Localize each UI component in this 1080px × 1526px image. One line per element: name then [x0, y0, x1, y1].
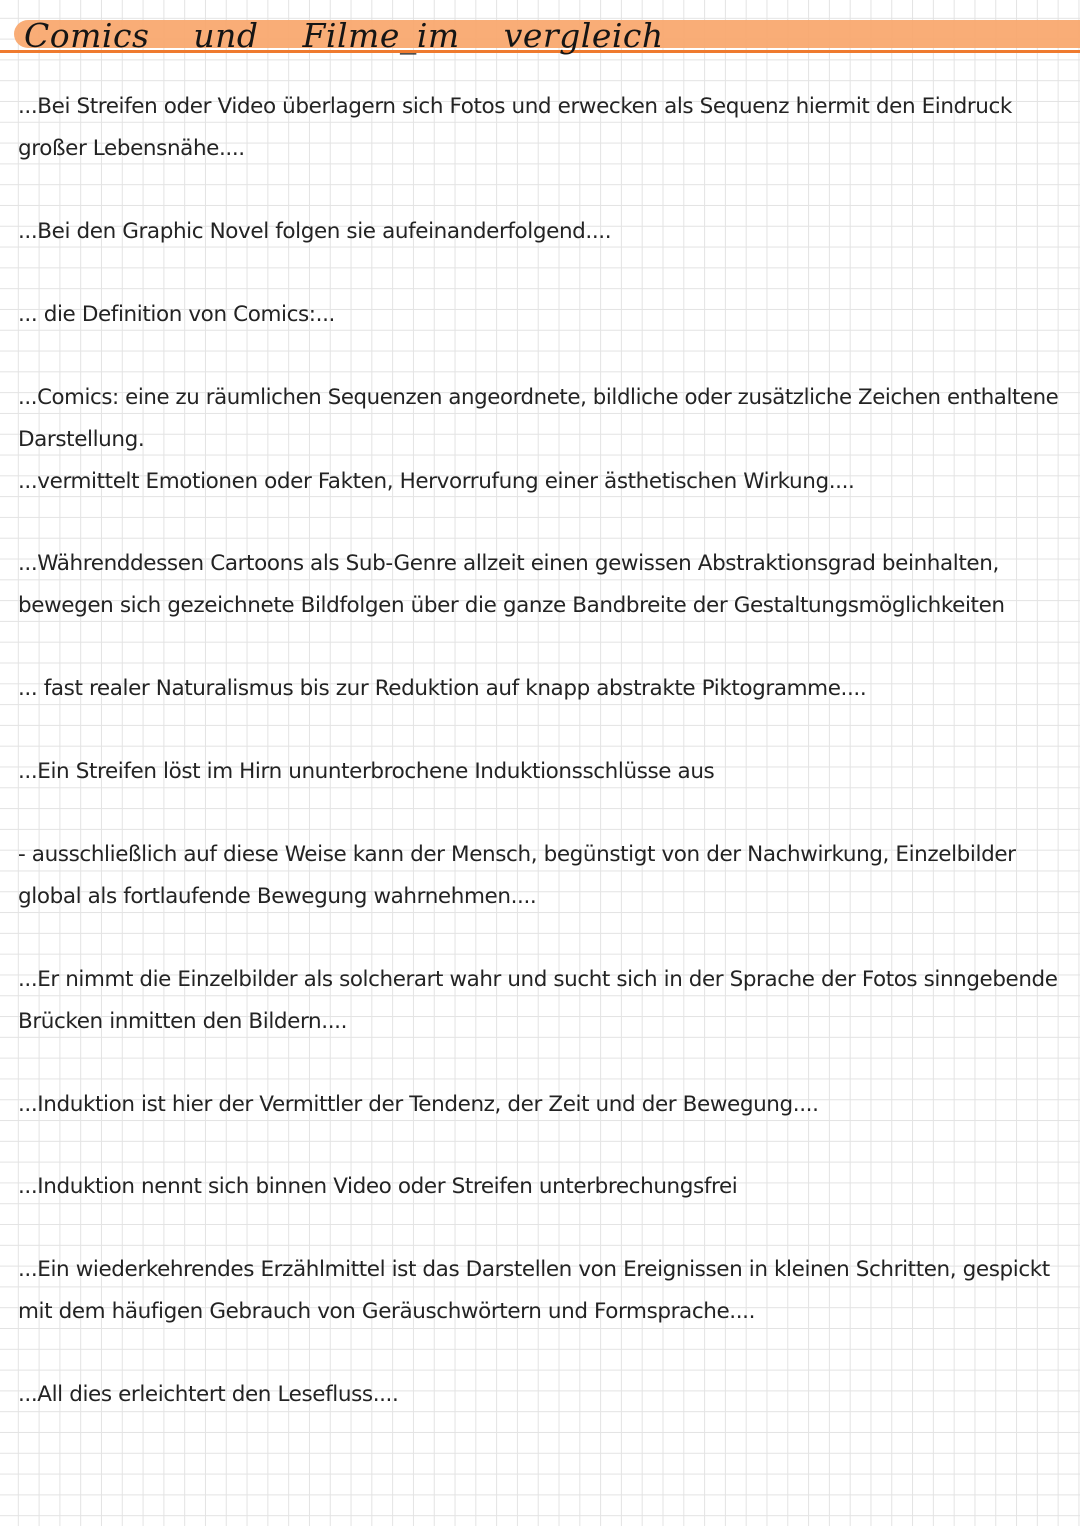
title-word: vergleich [503, 16, 664, 55]
note-paragraph [18, 834, 1058, 918]
note-line: bewegen sich gezeichnete Bildfolgen über die ganze Bandbreite der Gestaltungsmöglichkeiten [18, 593, 1005, 618]
title-word: Comics [24, 16, 150, 55]
note-line: ...Ein Streifen löst im Hirn ununterbrochene Induktionsschlüsse aus [18, 759, 715, 784]
note-paragraph [18, 1374, 1058, 1416]
note-line: Brücken inmitten den Bildern.... [18, 1009, 348, 1034]
note-line: ...Induktion ist hier der Vermittler der Tendenz, der Zeit und der Bewegung.... [18, 1092, 819, 1117]
title-bar [0, 14, 1080, 55]
note-line: global als fortlaufende Bewegung wahrnehmen.... [18, 884, 537, 909]
note-paragraph [18, 1084, 1058, 1126]
title-word: und [193, 16, 259, 55]
note-paragraph [18, 751, 1058, 793]
note-paragraph [18, 377, 1058, 503]
note-line: großer Lebensnähe.... [18, 136, 245, 161]
note-line: ...Bei Streifen oder Video überlagern sich Fotos und erwecken als Sequenz hiermit den Eindruck [18, 94, 1012, 119]
note-line: ...Währenddessen Cartoons als Sub-Genre allzeit einen gewissen Abstraktionsgrad beinhalten, [18, 551, 999, 576]
note-paragraph [18, 1166, 1058, 1208]
note-paragraph [18, 86, 1058, 170]
note-line: ...Bei den Graphic Novel folgen sie aufeinanderfolgend.... [18, 219, 612, 244]
note-line: ...Er nimmt die Einzelbilder als solcherart wahr und sucht sich in der Sprache der Fotos sinngebende [18, 967, 1058, 992]
note-line: ...All dies erleichtert den Lesefluss.... [18, 1382, 399, 1407]
note-paragraph [18, 1249, 1058, 1333]
note-paragraph [18, 294, 1058, 336]
note-line: Darstellung. [18, 427, 145, 452]
page-title [24, 16, 708, 55]
note-paragraph [18, 211, 1058, 253]
note-line: ... die Definition von Comics:... [18, 302, 335, 327]
note-line: ...Comics: eine zu räumlichen Sequenzen angeordnete, bildliche oder zusätzliche Zeichen enthaltene [18, 385, 1059, 410]
note-paragraph [18, 668, 1058, 710]
note-paragraph [18, 543, 1058, 627]
note-line: ...Induktion nennt sich binnen Video oder Streifen unterbrechungsfrei [18, 1174, 738, 1199]
note-line: ...vermittelt Emotionen oder Fakten, Hervorrufung einer ästhetischen Wirkung.... [18, 469, 855, 494]
note-line: ...Ein wiederkehrendes Erzählmittel ist das Darstellen von Ereignissen in kleinen Schritten, gespickt [18, 1257, 1050, 1282]
note-line: ... fast realer Naturalismus bis zur Reduktion auf knapp abstrakte Piktogramme.... [18, 676, 867, 701]
note-line: - ausschließlich auf diese Weise kann der Mensch, begünstigt von der Nachwirkung, Einzelbilder [18, 842, 1016, 867]
note-line: mit dem häufigen Gebrauch von Geräuschwörtern und Formsprache.... [18, 1299, 756, 1324]
title-word: Filme_im [302, 16, 460, 55]
note-paragraph [18, 959, 1058, 1043]
